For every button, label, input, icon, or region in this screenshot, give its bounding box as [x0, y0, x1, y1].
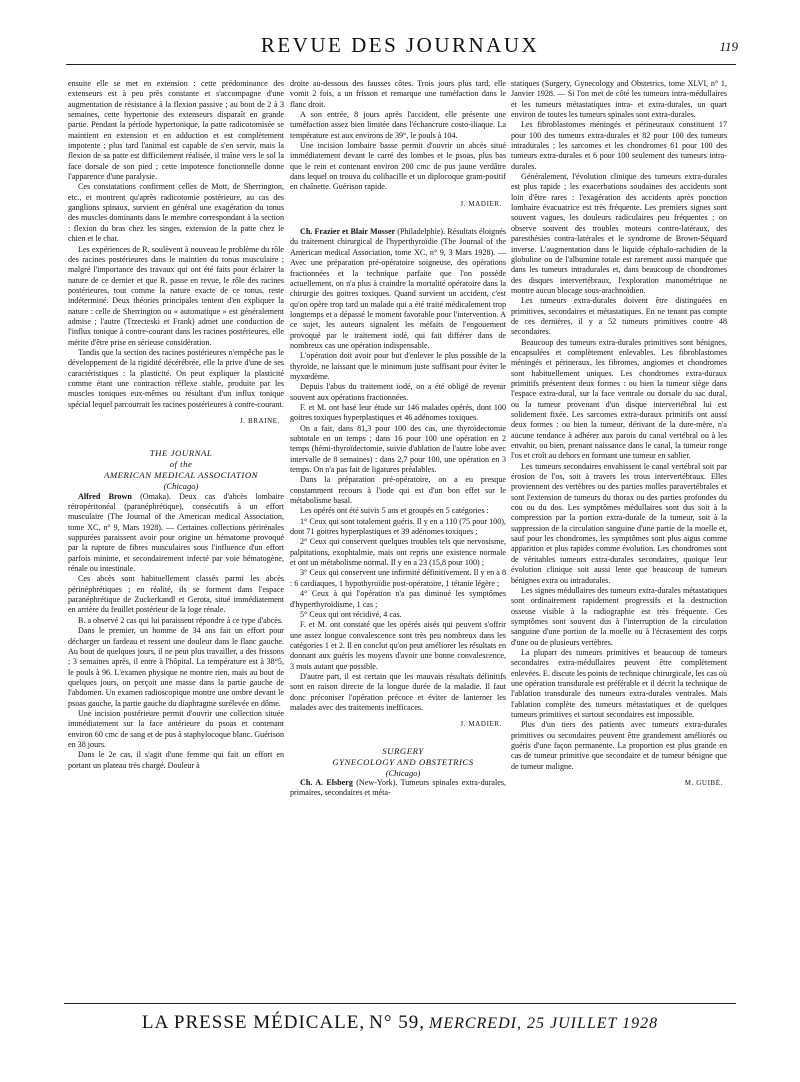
- article-author: Ch. Frazier et Blair Mosser: [300, 227, 396, 237]
- paragraph: D'autre part, il est certain que les mauvais résultats définitifs sont en raison directe de la longue durée de la maladie. Il faut donc préconiser l'opération précoce et éviter de lanterner les malades avec des traitements inefficaces.: [290, 671, 506, 712]
- paragraph: Généralement, l'évolution clinique des tumeurs extra-durales est plus rapide ; les exacerbations soudaines des accidents sont loin d'être rares : l'exagération des accidents après ponction lombaire évacuatrice est très fréquente. Les premiers signes sont souvent vagues, les douleurs radiculaires peu fréquentes ; on observe souvent des troubles moteurs contro-latéraux, des paresthésies contra-latérales et le syndrome de Brown-Séquard inverse. L'augmentation dans le liquide céphalo-rachidien de la globuline ou de l'albumine totale est rarement aussi marquée que dans les tumeurs intradurales et, dans beaucoup de chondromes des disques intervertébraux, l'exploration manométrique ne montre aucun blocage sous-arachnoïdien.: [511, 172, 727, 295]
- paragraph: Les tumeurs extra-durales doivent être distinguées en primitives, secondaires et métastatiques. En ne tenant pas compte de ces dernières, il y a 52 tumeurs primitives contre 48 secondaires.: [511, 296, 727, 337]
- section-title: AMERICAN MEDICAL ASSOCIATION: [103, 470, 259, 481]
- article-lead: [290, 778, 506, 799]
- paragraph: Les expériences de R. soulèvent à nouveau le problème du rôle des racines postérieures dans le maintien du tonus musculaire ; malgré l'importance des travaux qui ont été faits pour éclairer la nature de ce dernier et que R. passe en revue, le rôle des racines postérieures, tout comme la nature exacte de ce tonus, reste indéterminé. Deux théories principales tentent d'en expliquer la nature : celle de Sherrington ou « automatique » est généralement admise ; l'autre (Trzecteski et Frank) admet une conduction de l'influx tonique à contre-courant dans les racines postérieures, elle mérite d'être prise en sérieuse considération.: [68, 244, 284, 347]
- section-title: GYNECOLOGY AND OBSTETRICS: [332, 756, 474, 767]
- section-title: THE JOURNAL: [149, 448, 213, 459]
- author-signature: J. MADIER.: [460, 199, 502, 208]
- footer-date: MERCREDI, 25 JUILLET 1928: [428, 1015, 659, 1032]
- author-signature: J. BRAINE.: [239, 417, 280, 425]
- author-signature: J. MADIER.: [460, 720, 502, 729]
- footer-rule: [64, 1003, 736, 1004]
- article-author: Ch. A. Elsberg: [300, 777, 353, 787]
- paragraph: Depuis l'abus du traitement iodé, on a été obligé de revenir souvent aux opérations fractionnées.: [290, 382, 506, 402]
- paragraph: 4° Ceux à qui l'opération n'a pas diminué les symptômes d'hyperthyroïdisme, 1 cas ;: [290, 589, 506, 609]
- paragraph: Dans le premier, un homme de 34 ans fait un effort pour décharger un fardeau et ressent une douleur dans le flanc gauche. Au bout de quelques jours, il ne peut plus travailler, a des frissons ; 3 semaines après, il entre à l'hôpital. La température est à 38°5, le pouls à 96. L'examen physique ne montre rien, mais au bout de quelques jours, on perçoit une masse dans la partie gauche de l'abdomen. Un examen radioscopique montre une ombre devant le psoas gauche, la partie gauche du diaphragme surélevée en dôme.: [68, 626, 284, 708]
- article-intro: (New-York). Tumeurs spinales extra-durales, primaires, secondaires et méta-: [290, 777, 506, 798]
- article-lead: [68, 492, 284, 575]
- section-city: (Chicago): [163, 481, 199, 492]
- column-2: [290, 79, 506, 799]
- paragraph: Une incision lombaire basse permit d'ouvrir un abcès situé immédiatement devant le carré des lombes et le psoas, plus bas que le rein et contenant environ 200 cmc de pus jaune verdâtre dans lequel on trouva du colibacille et un diplocoque gram-positif en chaînette. Guérison rapide.: [290, 141, 506, 192]
- section-title: SURGERY: [382, 745, 424, 756]
- paragraph: Les fibroblastomes méningés et périneuraux constituent 17 pour 100 des tumeurs extra-durales et 82 pour 100 des tumeurs intradurales ; les sarcomes et les chondromes 61 pour 100 des tumeurs extra-durales et 6 pour 100 seulement des tumeurs intra-durales.: [511, 120, 727, 171]
- paragraph: Ces abcès sont habituellement classés parmi les abcès périnéphrétiques ; en réalité, ils se forment dans l'espace paranéphrétique de Zuckerkandl et Gerota, situé immédiatement en arrière du feuillet postérieur de la loge rénale.: [68, 574, 284, 615]
- paragraph: Beaucoup des tumeurs extra-durales primitives sont bénignes, encapsulées et complètement enlevables. Les fibroblastomes méningés et périneraux, les fibromes, angiomes et chondromes sont habituellement uniques. Les chondromes extra-duraux primitifs présentent deux formes : ou bien la tumeur siège dans l'espace extra-dural, sur la face ventrale ou dorsale du sac dural, ou la tumeur provenant d'un disque intervertébral lui est solidement fixée. Les sarcomes extra-duraux primitifs ont aussi deux formes : ou bien la tumeur, dérivant de la dure-mère, n'a aucune tendance à adhérer aux parois du canal vertébral ou à les envahir, ou bien, prenant naissance dans le canal, la tumeur ronge l'os et croît au dehors en formant une tumeur en sablier.: [511, 337, 727, 461]
- paragraph: Ces constatations confirment celles de Mott, de Sherrington, etc., et montrent qu'après radicotomie postérieure, au cas des ganglions spinaux, survient en général une exagération du tonus des muscles dominants dans le membre correspondant à la section : flexion du bras chez les singes, extension de la patte chez le chien et le chat.: [68, 182, 284, 244]
- paragraph: F. et M. ont constaté que les opérés aisés qui peuvent s'offrir une assez longue convalescence sont très peu nombreux dans les catégories 1 et 2. Il en conclut qu'on peut améliorer les résultats en donnant aux guéris les moyens d'avoir une bonne convalescence, 3 mois autant que possible.: [290, 620, 506, 671]
- footer-journal: LA PRESSE MÉDICALE,: [141, 1012, 366, 1033]
- page-number: 119: [719, 39, 738, 54]
- page-footer: [0, 1012, 800, 1034]
- paragraph: ensuite elle se met en extension : cette prédominance des extenseurs est à peu près constante et s'accompagne d'une augmentation de résistance à la flexion passive ; au bout de 2 à 3 semaines, cette hypertonie des extenseurs disparaît en grande partie. Pendant la période hypertonique, la patte radicotomisée se maintient en extension et en adduction et est complètement impotente ; plus tard l'animal est capable de s'en servir, mais la flexion de sa patte est difficilement réalisée, il traîne vers le sol la face dorsale de son pied ; cette impotence fonctionnelle donne l'apparence d'une paralysie.: [68, 79, 284, 182]
- paragraph: Les tumeurs secondaires envahissent le canal vertébral soit par érosion de l'os, soit à travers les trous intervertébraux. Elles proviennent des vertèbres ou des parties molles paravertébrales et sont l'extension de tumeurs du thorax ou des parties profondes du cou ou du dos. Les symptômes médullaires sont dus soit à la compression par la portion extra-durale de la tumeur, soit à la suppression de la circulation sanguine d'une partie de la moelle et, sauf pour les chondromes, les symptômes sont plus aigus comme apparition et plus rapides comme évolution. Les chondromes sont de véritables tumeurs extra-durales secondaires, quoique leur évolution clinique soit aussi lente que beaucoup de tumeurs bénignes extra ou intradurales.: [511, 461, 727, 585]
- paragraph: statiques (Surgery, Gynecology and Obstetrics, tome XLVI, n° 1, Janvier 1928. — Si l'on met de côté les tumeurs intra-médullaires et les tumeurs métastatiques intra- et extra-durales, un quart environ de toutes les tumeurs spinales sont extra-durales.: [511, 79, 727, 120]
- paragraph: Plus d'un tiers des patients avec tumeurs extra-durales primitives ou secondaires peuvent être grandement améliorés ou guéris d'une façon permanente. La proportion est plus grande en cas de tumeur primitive que secondaire et de tumeur bénigne que de tumeur maligne.: [511, 720, 727, 771]
- paragraph: A son entrée, 8 jours après l'accident, elle présente une tuméfaction assez bien limitée dans l'échancrure costo-iliaque. La température est aux environs de 39°, le pouls à 104.: [290, 110, 506, 140]
- paragraph: 1° Ceux qui sont totalement guéris. Il y en a 110 (75 pour 100), dont 71 goitres hyperplastiques et 39 adénomes toxiques ;: [290, 516, 506, 537]
- paragraph: F. et M. ont basé leur étude sur 146 malades opérés, dont 100 goitres toxiques hyperplastiques et 46 adénomes toxiques.: [290, 402, 506, 423]
- header-rule: [66, 64, 736, 65]
- column-1: [68, 79, 284, 771]
- paragraph: Les signes médullaires des tumeurs extra-durales métastatiques sont ordinairement rapidement progressifs et la destruction osseuse visible à la radiographie est très fréquente. Ces symptômes sont souvent dus à l'interruption de la circulation sanguine d'une portion de la moelle ou à l'écrasement des corps d'une ou de plusieurs vertèbres.: [511, 585, 727, 647]
- paragraph: B. a observé 2 cas qui lui paraissent répondre à ce type d'abcès.: [78, 615, 284, 625]
- paragraph: droite au-dessous des fausses côtes. Trois jours plus tard, elle vomit 2 fois, a un frisson et remarque une tuméfaction dans le flanc droit.: [290, 79, 506, 109]
- paragraph: 5° Ceux qui ont récidivé, 4 cas.: [300, 609, 402, 619]
- section-title: of the: [169, 459, 193, 470]
- paragraph: L'opération doit avoir pour but d'enlever le plus possible de la thyroïde, ne laissant que le minimum juste suffisant pour éviter le myxœdème.: [290, 351, 506, 381]
- paragraph: 3° Ceux qui conservent une infirmité définitivement. Il y en a 8 : 6 cardiaques, 1 hypothyroïdie post-opératoire, 1 tétanie légère ;: [290, 568, 506, 588]
- footer-issue: N° 59,: [369, 1012, 425, 1033]
- paragraph: Les opérés ont été suivis 5 ans et groupés en 5 catégories :: [300, 506, 489, 516]
- author-signature: M. GUIBÉ.: [684, 779, 723, 788]
- paragraph: Dans la préparation pré-opératoire, on a eu presque constamment recours à l'iode qui est d'un bon effet sur le métabolisme basal.: [290, 475, 506, 506]
- column-3: [511, 79, 727, 798]
- paragraph: On a fait, dans 81,3 pour 100 des cas, une thyroïdectomie subtotale en un temps ; dans 16 pour 100 une opération en 2 temps (hémi-thyroïdectomie, suivie d'ablation de l'autre lobe avec intervalle de 8 semaines) : dans 2,7 pour 100, une opération en 3 temps. On n'a pas fait de ligatures préalables.: [290, 423, 506, 475]
- paragraph: Une incision postérieure permit d'ouvrir une collection située immédiatement sur la face antérieure du psoas et contenant environ 60 cmc de sang et de pus à staphylocoque blanc. Guérison en 38 jours.: [68, 708, 284, 749]
- page-header-title: REVUE DES JOURNAUX: [260, 33, 540, 57]
- paragraph: Tandis que la section des racines postérieures n'empêche pas le développement de la rigidité décérébrée, elle la prive d'une de ses caractéristiques : la plasticité. On peut expliquer la plasticité comme étant une contraction réflexe stable, produite par les muscles toniques eux-mêmes ou résultant d'un influx tonique spécial lequel parcourrait les racines postérieures à contre-courant.: [68, 347, 284, 409]
- article-lead: [290, 227, 506, 351]
- article-intro: (Omaka). Deux cas d'abcès lombaire rétropéritonéal (paranéphrétique), consécutifs à un effort musculaire (The Journal of the American medical Association, tome XC, n° 9, Mars 1928). — Certaines collections périrénales suppurées paraissent avoir pour origine un hématome provoqué par la rupture de fibres musculaires sous l'influence d'un effort parfois minime, et secondairement infecté par voie hématogène, rénale ou intestinale.: [68, 491, 285, 574]
- article-intro: (Philadelphie). Résultats éloignés du traitement chirurgical de l'hyperthyroïdie (The Journal of the American medical Association, tome XC, n° 9, 3 Mars 1928). — Avec une préparation pré-opératoire soigneuse, des opérations fractionnées et la technique parfaite que l'on possède actuellement, on n'a plus à craindre la mortalité opératoire dans la chirurgie des goitres toxiques. Quand survient un accident, c'est qu'on opère trop tard un malade qui a été traité médicalement trop longtemps et a dépassé le moment favorable pour l'intervention. A ce sujet, les auteurs signalent les méfaits de l'engouement provoqué par le traitement iodé, qui fait différer dans de nombreux cas une opération indispensable.: [290, 227, 507, 350]
- paragraph: Dans le 2e cas, il s'agit d'une femme qui fait un effort en portant un plateau très chargé. Douleur à: [68, 750, 284, 770]
- paragraph: 2° Ceux qui conservent quelques troubles tels que nervosisme, palpitations, exophtalmie, mais ont repris une existence normale et ont un métabolisme normal. Il y en a 23 (15,8 pour 100) ;: [290, 537, 506, 568]
- article-author: Alfred Brown: [78, 491, 132, 501]
- paragraph: La plupart des tumeurs primitives et beaucoup de tumeurs secondaires extra-médullaires peuvent être complètement enlevées. E. discute les points de technique chirurgicale, les cas où une opération transdurale est préférable et il décrit la technique de l'ablation transdurale des tumeurs extra-durales ventrales. Mais l'ablation complète des tumeurs métastatiques et de quelques tumeurs primitives et surtout secondaires est impossible.: [511, 647, 727, 719]
- section-city: (Chicago): [385, 767, 421, 778]
